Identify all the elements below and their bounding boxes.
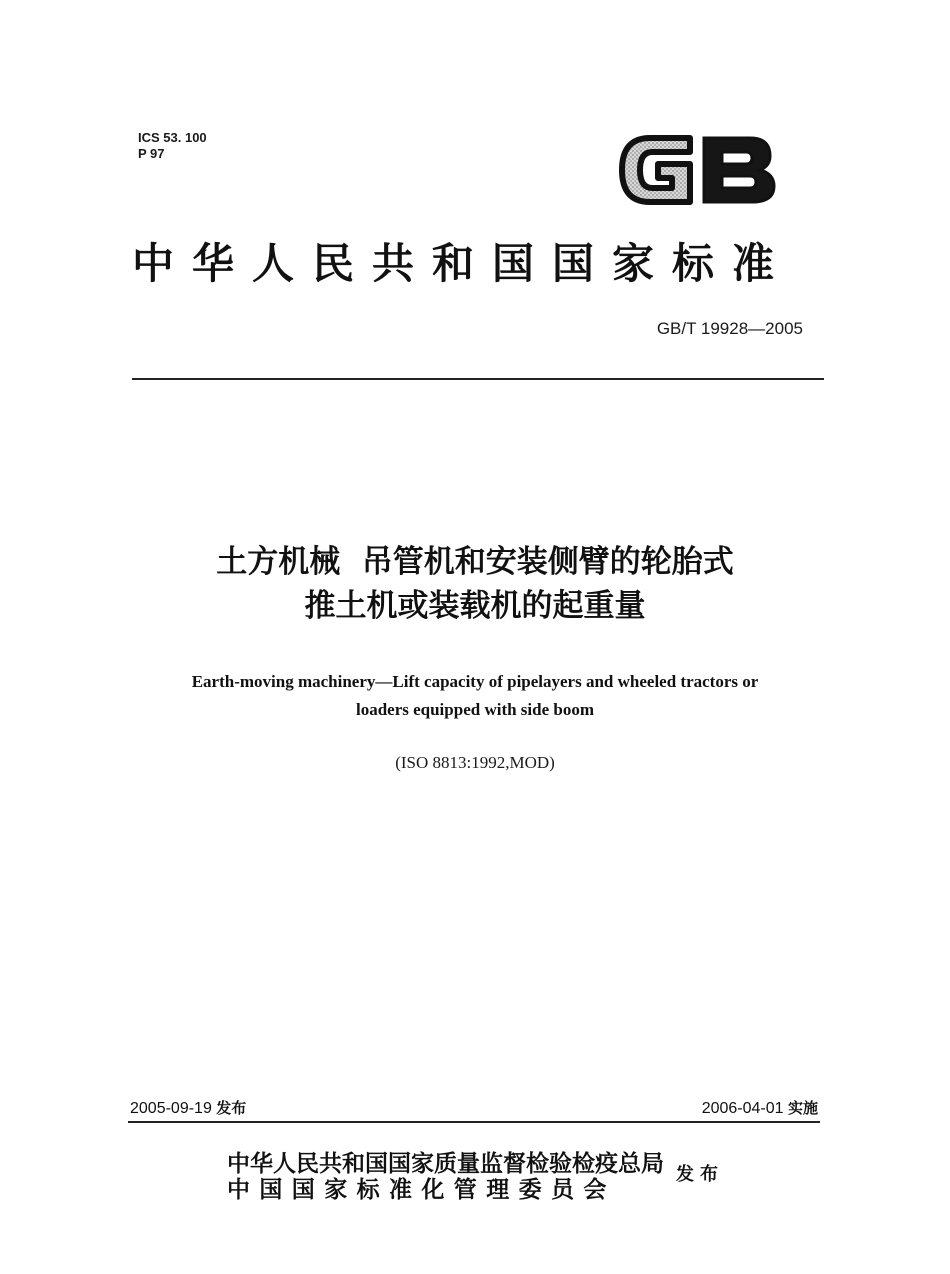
- chinese-title-line-2: 推土机或装载机的起重量: [304, 588, 646, 624]
- iso-reference: (ISO 8813:1992,MOD): [395, 753, 555, 772]
- ics-code: ICS 53. 100: [138, 130, 207, 145]
- chinese-title: [75, 540, 875, 628]
- classification-codes: [138, 130, 207, 162]
- gb-logo: [612, 126, 782, 214]
- english-title-line-1: Earth-moving machinery—Lift capacity of pipelayers and wheeled tractors or: [191, 672, 759, 691]
- issuer-aqsiq: 中华人民共和国国家质量监督检验检疫总局: [227, 1151, 664, 1177]
- ccs-code: P 97: [138, 146, 165, 161]
- implementation-label: 实施: [787, 1099, 818, 1117]
- issue-label: 发布: [216, 1099, 247, 1117]
- chinese-title-line-1: 土方机械 吊管机和安装侧臂的轮胎式: [216, 544, 734, 580]
- issue-date: 2005-09-19: [130, 1100, 212, 1117]
- publish-label: 发布: [676, 1164, 724, 1185]
- national-standard-title: 中华人民共和国国家标准: [132, 239, 793, 288]
- issuer-sac: 中国国家标准化管理委员会: [227, 1177, 616, 1203]
- implementation-date: 2006-04-01: [701, 1100, 784, 1117]
- english-title: [95, 668, 855, 724]
- issue-date-block: [130, 1098, 246, 1119]
- footer-divider: [128, 1121, 820, 1123]
- implementation-date-block: [560, 1098, 818, 1119]
- english-title-line-2: loaders equipped with side boom: [355, 700, 595, 719]
- header-divider: [132, 378, 824, 380]
- standard-number: GB/T 19928—2005: [656, 319, 803, 338]
